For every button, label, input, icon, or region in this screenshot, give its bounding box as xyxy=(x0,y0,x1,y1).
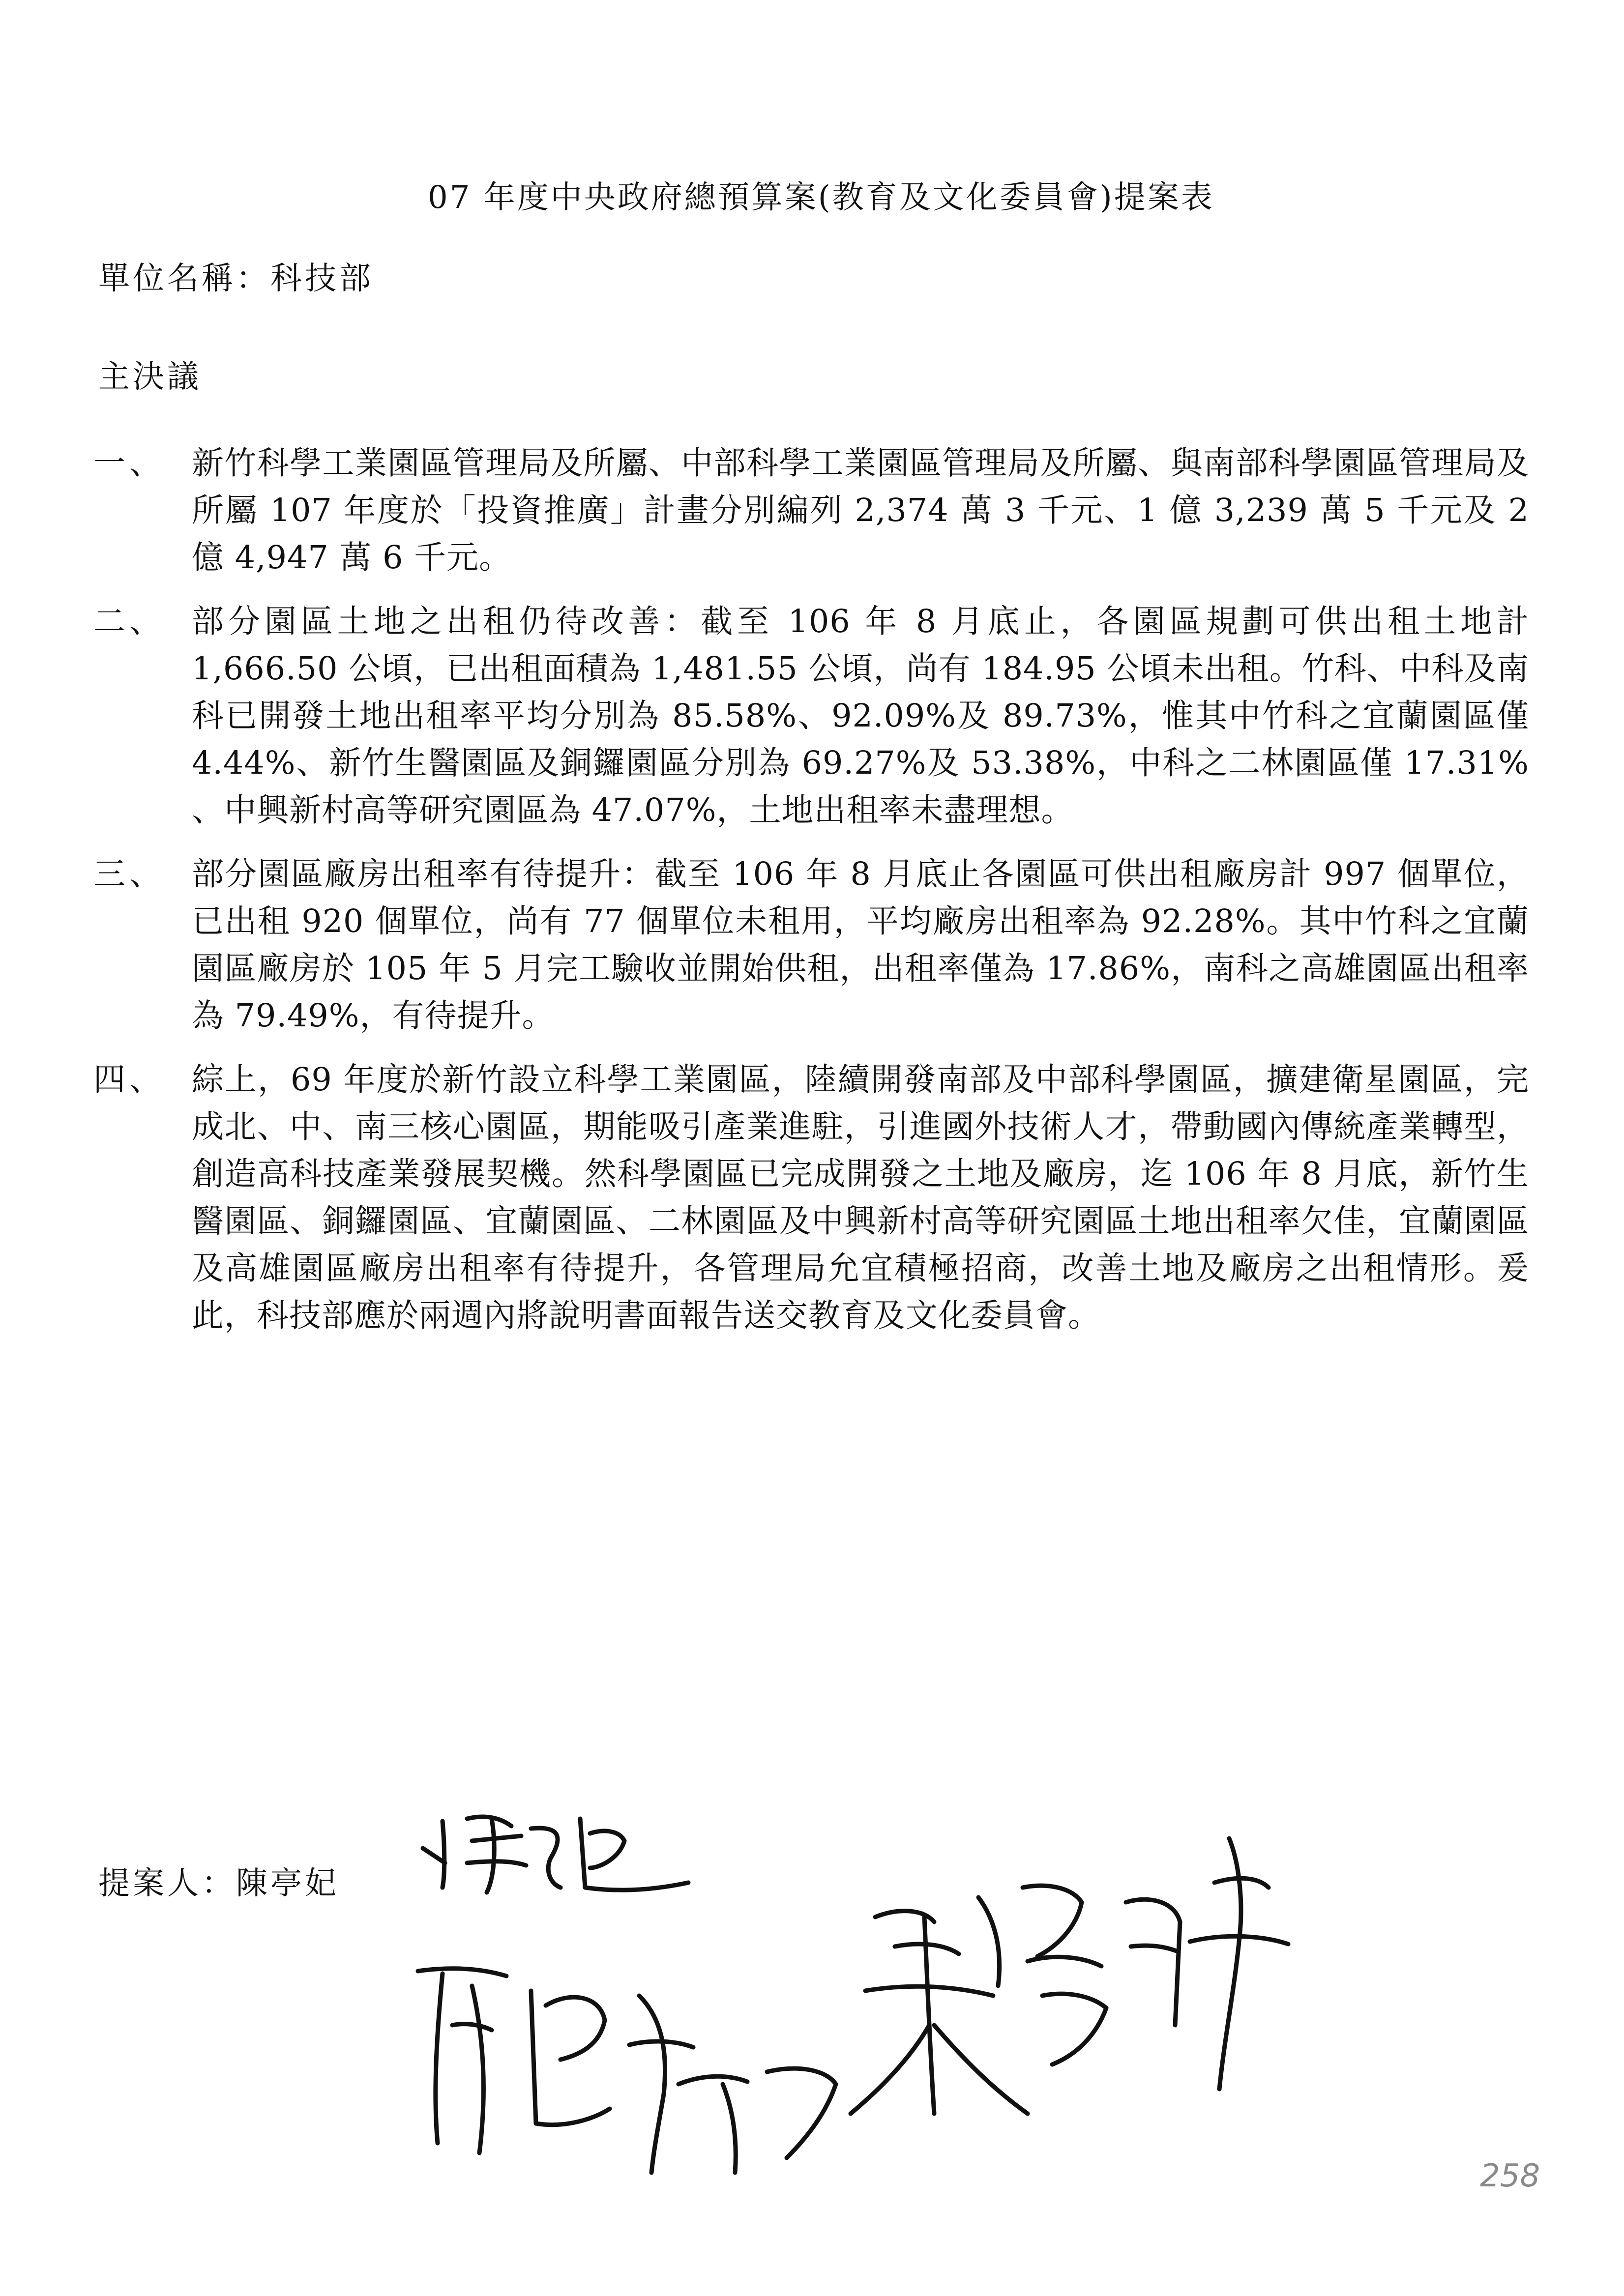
item-text: 部分園區土地之出租仍待改善：截至 106 年 8 月底止，各園區規劃可供出租土地計 1,666.50 公頃，已出租面積為 1,481.55 公頃，尚有 184.95 公頃未出租。竹科、中科及南科已開發土地出租率平均分別為 85.58%、92.09%及 89.73%，惟其中竹科之宜蘭園區僅 4.44%、新竹生醫園區及銅鑼園區分別為 69.27%及 53.38%，中科之二林園區僅 17.31% 、中興新村高等研究園區為 47.07%，土地出租率未盡理想。 xyxy=(192,603,1529,829)
resolution-item-4 xyxy=(93,1056,1529,1339)
item-number: 四、 xyxy=(93,1061,166,1098)
item-text: 新竹科學工業園區管理局及所屬、中部科學工業園區管理局及所屬、與南部科學園區管理局及所屬 107 年度於「投資推廣」計畫分別編列 2,374 萬 3 千元、1 億 3,239 萬 5 千元及 2 億 4,947 萬 6 千元。 xyxy=(192,445,1529,576)
proposer-label: 提案人：陳亭妃 xyxy=(98,1865,339,1902)
item-text: 綜上，69 年度於新竹設立科學工業園區，陸續開發南部及中部科學園區，擴建衛星園區，完成北、中、南三核心園區，期能吸引產業進駐，引進國外技術人才，帶動國內傳統產業轉型，創造高科技產業發展契機。然科學園區已完成開發之土地及廠房，迄 106 年 8 月底，新竹生醫園區、銅鑼園區、宜蘭園區、二林園區及中興新村高等研究園區土地出租率欠佳，宜蘭園區及高雄園區廠房出租率有待提升，各管理局允宜積極招商，改善土地及廠房之出租情形。爰此，科技部應於兩週內將說明書面報告送交教育及文化委員會。 xyxy=(192,1061,1529,1334)
page-title: 07 年度中央政府總預算案(教育及文化委員會)提案表 xyxy=(428,179,1214,216)
resolution-item-3 xyxy=(93,851,1529,1040)
signature-2 xyxy=(418,1969,747,2173)
item-number: 二、 xyxy=(93,603,166,640)
main-resolution-heading: 主決議 xyxy=(98,359,202,395)
signature-4 xyxy=(851,1838,1288,2114)
resolution-item-2 xyxy=(93,598,1529,834)
resolution-list xyxy=(93,440,1529,1356)
item-number: 一、 xyxy=(93,445,166,482)
page-number: 258 xyxy=(1480,2158,1540,2194)
item-text: 部分園區廠房出租率有待提升：截至 106 年 8 月底止各園區可供出租廠房計 997 個單位，已出租 920 個單位，尚有 77 個單位未租用，平均廠房出租率為 92.28%。其中竹科之宜蘭園區廠房於 105 年 5 月完工驗收並開始供租，出租率僅為 17.86%，南科之高雄園區出租率為 79.49%，有待提升。 xyxy=(192,856,1529,1034)
resolution-item-1 xyxy=(93,440,1529,581)
item-number: 三、 xyxy=(93,856,166,893)
signature-3 xyxy=(723,2068,836,2173)
signature-1 xyxy=(423,1817,688,1892)
unit-name: 單位名稱：科技部 xyxy=(98,261,374,297)
